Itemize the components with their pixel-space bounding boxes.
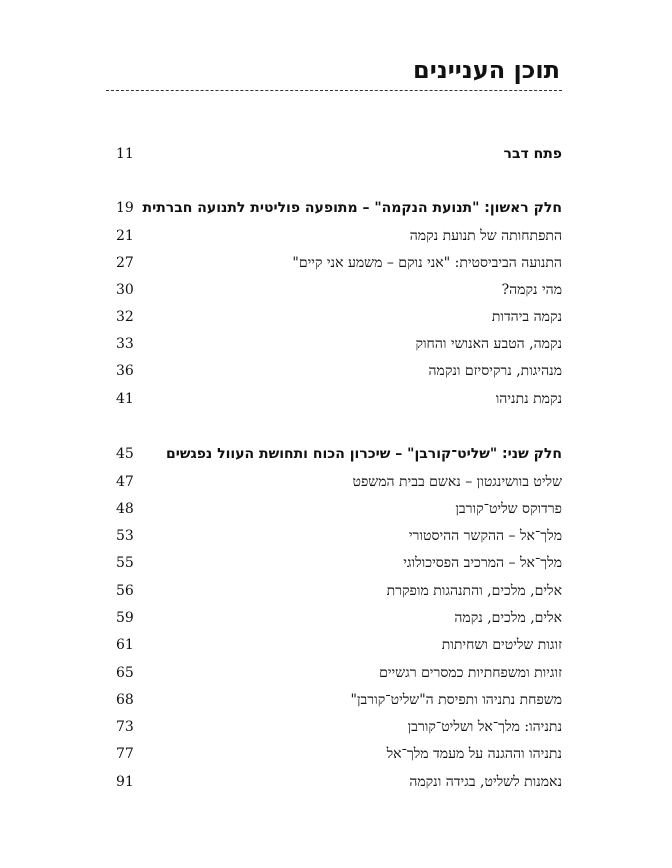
toc-entry-label: אלים, מלכים, והתנהגות מופקרת	[386, 583, 562, 599]
toc-entry-label: מלך־אל – ההקשר ההיסטורי	[408, 528, 562, 544]
toc-entry[interactable]	[110, 471, 562, 493]
toc-entry-label: מהי נקמה?	[501, 282, 562, 298]
toc-entry[interactable]	[110, 525, 562, 547]
toc-entry[interactable]	[110, 689, 562, 711]
toc-entry[interactable]	[110, 552, 562, 574]
toc-entry-label: נקמה ביהדות	[491, 309, 562, 325]
toc-entry-page: 61	[116, 637, 134, 653]
toc-entry-page: 47	[116, 474, 134, 490]
toc-entry-label: פתח דבר	[503, 146, 562, 162]
toc-entry-label: התנועה הביביסטית: "אני נוקם – משמע אני קיים"	[292, 255, 562, 271]
toc-part-heading[interactable]	[110, 443, 562, 465]
toc-entry[interactable]	[110, 252, 562, 274]
dashed-divider	[106, 90, 562, 91]
toc-entry-label: חלק שני: "שליט־קורבן" – שיכרון הכוח ותחושת העוול נפגשים	[165, 446, 562, 462]
toc-entry-label: זוגות שליטים ושחיתות	[441, 637, 562, 653]
toc-entry[interactable]	[110, 580, 562, 602]
toc-entry-foreword[interactable]	[110, 143, 562, 165]
toc-entry-label: משפחת נתניהו ותפיסת ה"שליט־קורבן"	[350, 692, 562, 708]
toc-entry[interactable]	[110, 388, 562, 410]
toc-entry-label: חלק ראשון: "תנועת הנקמה" – מתופעה פוליטית לתנועה חברתית	[142, 200, 562, 216]
toc-entry-label: נתניהו וההגנה על מעמד מלך־אל	[386, 746, 562, 762]
toc-entry-label: שליט בוושינגטון – נאשם בבית המשפט	[352, 474, 562, 490]
toc-entry[interactable]	[110, 743, 562, 765]
toc-entry[interactable]	[110, 607, 562, 629]
toc-entry-label: מלך־אל – המרכיב הפסיכולוגי	[403, 555, 562, 571]
toc-entry-page: 36	[116, 363, 134, 379]
toc-entry-page: 32	[116, 309, 134, 325]
toc-entry-page: 68	[116, 692, 134, 708]
toc-entry-label: נאמנות לשליט, בגידה ונקמה	[409, 774, 562, 790]
toc-entry[interactable]	[110, 333, 562, 355]
toc-entry[interactable]	[110, 225, 562, 247]
toc-entry-page: 30	[116, 282, 134, 298]
toc-entry-label: אלים, מלכים, נקמה	[454, 610, 562, 626]
toc-entry-page: 91	[116, 774, 134, 790]
toc-entry-label: פרדוקס שליט־קורבן	[455, 501, 562, 517]
toc-entry[interactable]	[110, 716, 562, 738]
toc-entry-page: 11	[116, 146, 134, 162]
toc-entry-page: 77	[116, 746, 134, 762]
toc-entry[interactable]	[110, 306, 562, 328]
toc-entry-label: נקמת נתניהו	[495, 391, 562, 407]
toc-entry-page: 41	[116, 391, 134, 407]
toc-part-heading[interactable]	[110, 197, 562, 219]
toc-entry-page: 48	[116, 501, 134, 517]
toc-entry-page: 27	[116, 255, 134, 271]
toc-entry-page: 21	[116, 228, 134, 244]
toc-entry-label: מנהיגות, נרקיסיזם ונקמה	[428, 363, 562, 379]
toc-entry-page: 55	[116, 555, 134, 571]
toc-entry-page: 65	[116, 665, 134, 681]
toc-entry[interactable]	[110, 771, 562, 793]
toc-entry-label: נקמה, הטבע האנושי והחוק	[415, 336, 562, 352]
toc-entry-page: 59	[116, 610, 134, 626]
toc-entry-page: 53	[116, 528, 134, 544]
toc-entry-page: 73	[116, 719, 134, 735]
toc-entry-label: התפתחותה של תנועת נקמה	[409, 228, 562, 244]
toc-entry-label: נתניהו: מלך־אל ושליט־קורבן	[407, 719, 562, 735]
toc-entry-page: 56	[116, 583, 134, 599]
toc-entry[interactable]	[110, 662, 562, 684]
toc-entry[interactable]	[110, 360, 562, 382]
toc-entry[interactable]	[110, 279, 562, 301]
toc-entry-label: זוגיות ומשפחתיות כמסרים רגשיים	[379, 665, 562, 681]
toc-entry-page: 33	[116, 336, 134, 352]
page-title: תוכן העניינים	[413, 56, 560, 84]
toc-entry-page: 19	[116, 200, 134, 216]
toc-entry[interactable]	[110, 634, 562, 656]
toc-entry[interactable]	[110, 498, 562, 520]
toc-entry-page: 45	[116, 446, 134, 462]
